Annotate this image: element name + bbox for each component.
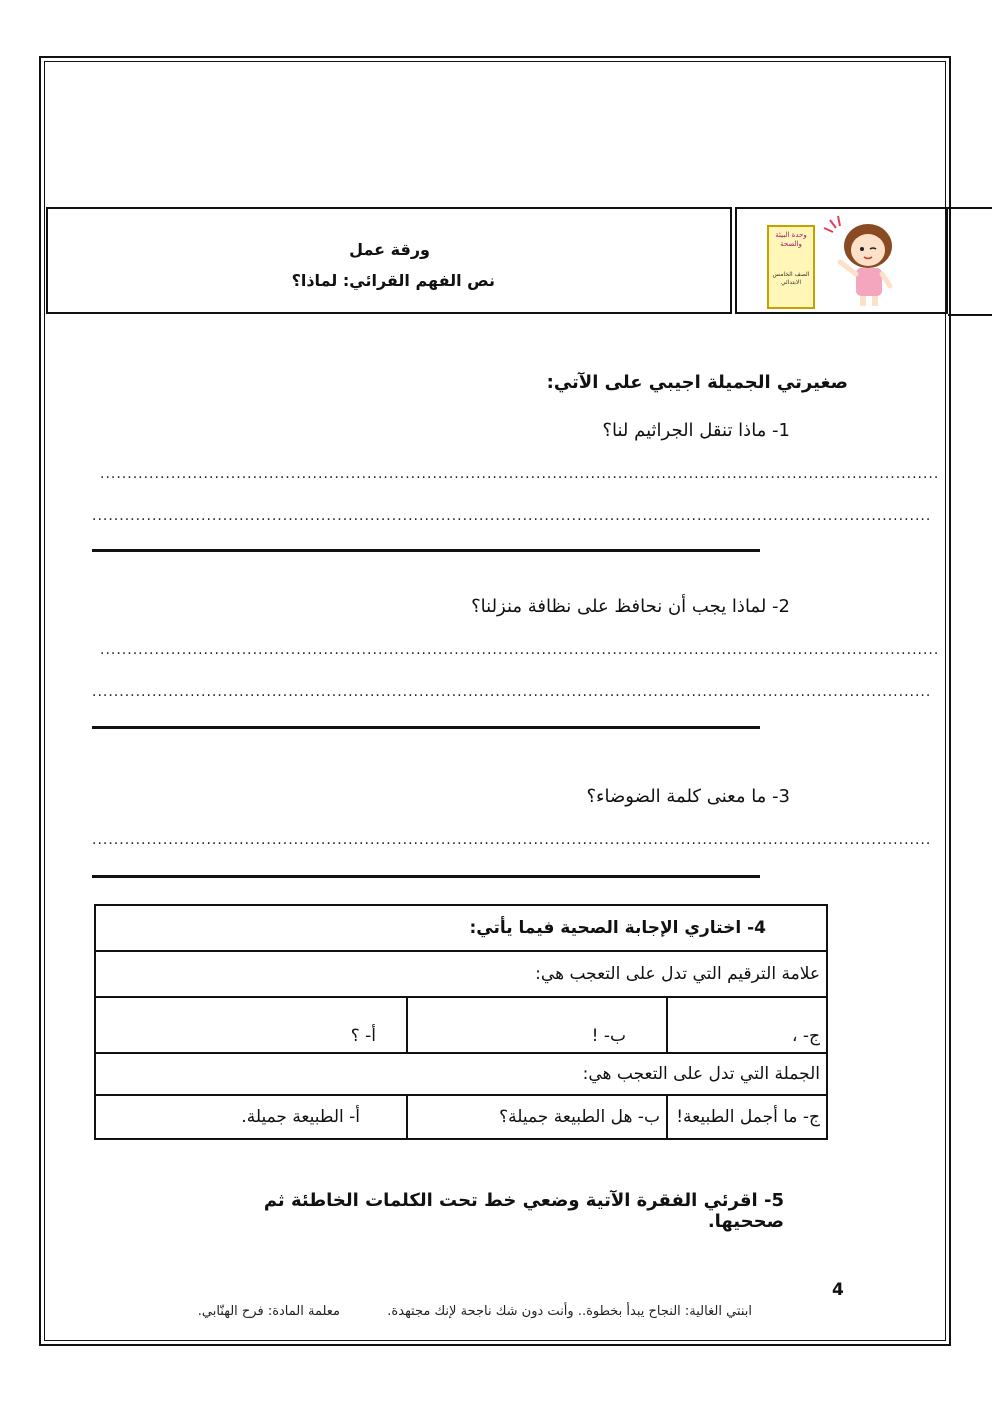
- question-2-answer-line-1[interactable]: ..........................................................................................................................................................: [100, 642, 940, 658]
- instructions-intro: صغيرتي الجميلة اجيبي على الآتي:: [546, 372, 848, 393]
- unit-card-subtitle: الصف الخامس الابتدائي: [772, 271, 810, 286]
- mc-heading: 4- اختاري الإجابة الصحية فيما يأتي:: [95, 905, 827, 951]
- question-1-answer-line-2[interactable]: ..........................................................................................................................................................: [92, 508, 932, 524]
- header-title-box: [46, 207, 732, 314]
- mc-q2-option-a[interactable]: أ- الطبيعة جميلة.: [95, 1095, 407, 1139]
- page-number: 4: [832, 1280, 844, 1300]
- mc-q2-option-c[interactable]: ج- ما أجمل الطبيعة!: [667, 1095, 827, 1139]
- girl-cartoon-icon: [822, 214, 900, 308]
- mc-q1-option-c[interactable]: ج- ،: [667, 997, 827, 1053]
- mc-q2-option-b[interactable]: ب- هل الطبيعة جميلة؟: [407, 1095, 667, 1139]
- header-rule-extension-bottom: [948, 314, 992, 316]
- footer-motto: ابنتي الغالية: النجاح يبدأ بخطوة.. وأنت دون شك ناجحة لإنك مجتهدة.: [387, 1304, 752, 1319]
- question-3-divider: [92, 875, 760, 878]
- mc-q1-prompt: علامة الترقيم التي تدل على التعجب هي:: [95, 951, 827, 997]
- question-5-label: 5- اقرئي الفقرة الآتية وضعي خط تحت الكلمات الخاطئة ثم صححيها.: [263, 1190, 784, 1232]
- question-3-label: 3- ما معنى كلمة الضوضاء؟: [586, 786, 790, 807]
- question-1-answer-line-1[interactable]: ..........................................................................................................................................................: [100, 466, 940, 482]
- mc-q1-option-a[interactable]: أ- ؟: [95, 997, 407, 1053]
- footer-teacher: معلمة المادة: فرح الهنّابي.: [197, 1304, 340, 1319]
- header-title-line2: نص الفهم القرائي: لماذا؟: [291, 271, 495, 290]
- multiple-choice-table: [94, 904, 828, 1140]
- mc-q2-prompt: الجملة التي تدل على التعجب هي:: [95, 1053, 827, 1095]
- question-2-answer-line-2[interactable]: ..........................................................................................................................................................: [92, 684, 932, 700]
- question-3-answer-line[interactable]: ..........................................................................................................................................................: [92, 832, 932, 848]
- question-1-label: 1- ماذا تنقل الجراثيم لنا؟: [602, 420, 790, 441]
- unit-card: [767, 225, 815, 309]
- unit-card-title: وحدة البيئة والصحة: [775, 231, 807, 248]
- header-rule-extension-top: [948, 207, 992, 209]
- header-title-line1: ورقة عمل: [349, 240, 430, 259]
- question-2-label: 2- لماذا يجب أن نحافظ على نظافة منزلنا؟: [471, 596, 790, 617]
- question-1-divider: [92, 549, 760, 552]
- mc-q1-option-b[interactable]: ب- !: [407, 997, 667, 1053]
- question-2-divider: [92, 726, 760, 729]
